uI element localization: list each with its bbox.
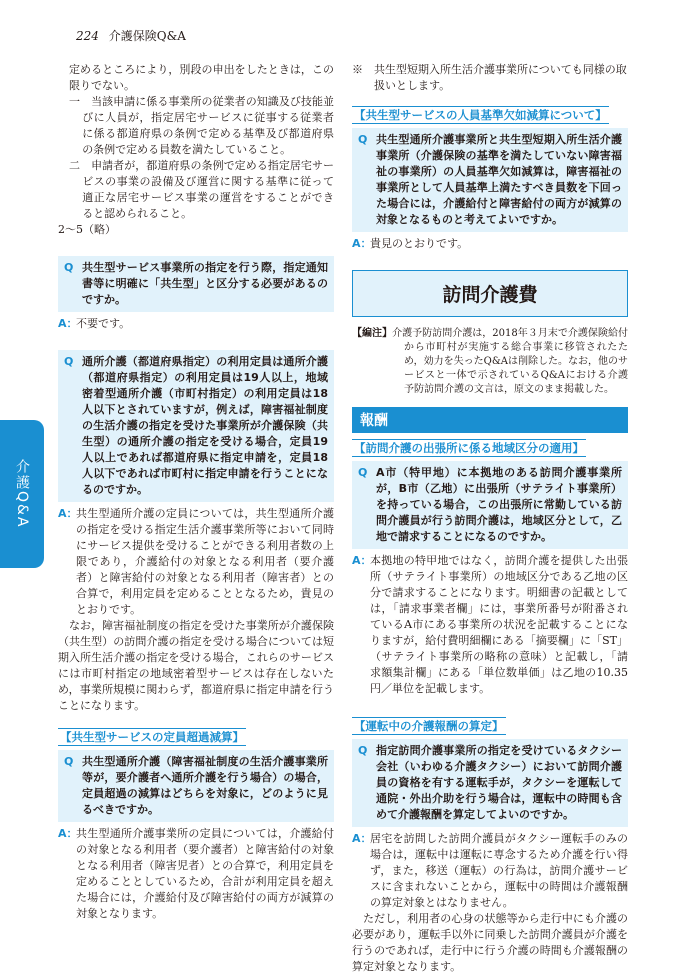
intro-paragraph: 定めるところにより，別段の申出をしたときは，この限りでない。 (69, 63, 334, 92)
a-label: A： (58, 827, 78, 840)
answer-text: 共生型通所介護の定員については，共生型通所介護の指定を受ける指定生活介護事業所等において同時にサービス提供を受けることができる利用者数の上限であり，介護給付の対象となる利用者（要介護者）と障害給付の対象となる利用者（障害者）との合算で，利用定員を定めることとなるため，貴見のとおりです。 (76, 507, 334, 616)
section-heading: 【共生型サービスの定員超過減算】 (60, 730, 244, 744)
answer (58, 826, 334, 922)
answer (352, 831, 628, 911)
page-number: 224 (76, 29, 99, 43)
right-column (352, 62, 628, 975)
q-label: Q (358, 744, 368, 757)
answer-text: 共生型通所介護事業所の定員については，介護給付の対象となる利用者（要介護者）と障害給付の対象となる利用者（障害児者）との合算で，利用定員を定めることとしているため，合計が利用定員を超えた場合には，介護給付及び障害給付の両方が減算の対象となります。 (76, 827, 334, 920)
answer-continuation: なお，障害福祉制度の指定を受けた事業所が介護保険（共生型）の訪問介護の指定を受ける場合については短期入所生活介護の指定を受ける場合，これらのサービスには市町村指定の地域密着型サービスは存在しないため，事業所規模に関わらず，都道府県に指定申請を行うことになります。 (58, 619, 334, 712)
list-item-2: 二 申請者が，都道府県の条例で定める指定居宅サービスの事業の設備及び運営に関する基準に従って適正な居宅サービス事業の運営をすることができると認められること。 (69, 159, 334, 220)
category-bar: 報酬 (352, 407, 628, 433)
question-text: 通所介護（都道府県指定）の利用定員は通所介護（都道府県指定）の利用定員は19人以上，地域密着型通所介護（市町村指定）の利用定員は18人以下とされていますが，例えば，障害福祉制度の生活介護の指定を受けた事業所が介護保険（共生型）の通所介護の指定を受ける場合，定員19人以上であれば都道府県に指定申請を，定員18人以下であれば市町村に指定申請を行うことになるのですか。 (82, 355, 328, 496)
section-heading: 【訪問介護の出張所に係る地域区分の適用】 (354, 441, 584, 455)
editorial-note (352, 327, 628, 397)
section-heading: 【共生型サービスの人員基準欠如減算について】 (354, 108, 607, 122)
question-text: 共生型サービス事業所の指定を行う際，指定通知書等に明確に「共生型」と区分する必要があるのですか。 (82, 261, 328, 306)
q-label: Q (358, 466, 368, 479)
question-text: A市（特甲地）に本拠地のある訪問介護事業所が，B市（乙地）に出張所（サテライト事業所）を持っている場合，この出張所に常勤している訪問介護員が行う訪問介護は，地域区分として，乙地で請求することになるのですか。 (376, 466, 622, 543)
question-box (58, 350, 334, 502)
answer-text: 不要です。 (76, 317, 131, 330)
question-box (352, 461, 628, 549)
answer-text: 居宅を訪問した訪問介護員がタクシー運転手のみの場合は，運転中は運転に専念するため介護を行い得ず，また，移送（運転）の行為は，訪問介護サービスに含まれないことから，運転中の時間は介護報酬の算定対象とはなりません。 (370, 832, 628, 909)
page-header (76, 27, 186, 44)
answer-continuation: ただし，利用者の心身の状態等から走行中にも介護の必要があり，運転手以外に同乗した訪問介護員が介護を行うのであれば，走行中に行う介護の時間も介護報酬の算定対象となります。 (352, 912, 628, 973)
list-item-1: 一 当該申請に係る事業所の従業者の知識及び技能並びに人員が，指定居宅サービスに従事する従業者に係る都道府県の条例で定める基準及び都道府県の条例で定める員数を満たしていること。 (69, 95, 334, 156)
a-label: A： (352, 554, 372, 567)
editorial-note-label: 【編注】 (352, 328, 393, 339)
list-item-3: 2～5（略） (58, 223, 116, 236)
chapter-title: 訪問介護費 (352, 270, 628, 317)
question-box (352, 739, 628, 827)
question-box (352, 128, 628, 232)
side-tab: 介護Q&A (0, 420, 44, 568)
a-label: A： (352, 832, 372, 845)
question-text: 共生型通所介護事業所と共生型短期入所生活介護事業所（介護保険の基準を満たしていない障害福祉の事業所）の人員基準欠如減算は，障害福祉の事業所として人員基準上満たすべき員数を下回った場合には，介護給付と障害給付の両方が減算の対象となるものと考えてよいですか。 (376, 133, 622, 226)
a-label: A： (58, 507, 78, 520)
q-label: Q (358, 133, 368, 146)
answer-text: 貴見のとおりです。 (370, 237, 469, 250)
answer-text: 本拠地の特甲地ではなく，訪問介護を提供した出張所（サテライト事業所）の地域区分である乙地の区分で請求することになります。明細書の記載としては，「請求事業者欄」には，事業所番号が附番されているA市にある事業所の状況を記載することになりますが，給付費明細欄にある「摘要欄」に「ST」（サテライト事業所の略称の意味）と記載し，「請求額集計欄」にある「単位数単価」は乙地の10.35円／単位を記載します。 (370, 554, 628, 695)
running-title: 介護保険Q&A (108, 29, 186, 43)
answer (352, 553, 628, 697)
answer (58, 316, 334, 332)
answer (352, 236, 628, 252)
a-label: A： (352, 237, 372, 250)
section-heading: 【運転中の介護報酬の算定】 (354, 719, 504, 733)
question-box (58, 256, 334, 312)
question-text: 共生型通所介護（障害福祉制度の生活介護事業所等が，要介護者へ通所介護を行う場合）の場合，定員超過の減算はどちらを対象に，どのように見るべきですか。 (82, 755, 328, 816)
question-text: 指定訪問介護事業所の指定を受けているタクシー会社（いわゆる介護タクシー）において訪問介護員の資格を有する運転手が，タクシーを運転して通院・外出介助を行う場合は，運転中の時間も含めて介護報酬を算定してよいのですか。 (376, 744, 622, 821)
note: ※ 共生型短期入所生活介護事業所についても同様の取扱いとします。 (352, 63, 627, 92)
a-label: A： (58, 317, 78, 330)
answer (58, 506, 334, 618)
editorial-note-text: 介護予防訪問介護は，2018年３月末で介護保険給付から市町村が実施する総合事業に移管されたため，効力を失ったQ&Aは削除した。なお，他のサービスと一体で示されているQ&Aにおける介護予防訪問介護の文言は，原文のまま掲載した。 (392, 328, 629, 395)
q-label: Q (64, 755, 74, 768)
q-label: Q (64, 261, 74, 274)
left-column (58, 62, 334, 922)
question-box (58, 750, 334, 822)
q-label: Q (64, 355, 74, 368)
